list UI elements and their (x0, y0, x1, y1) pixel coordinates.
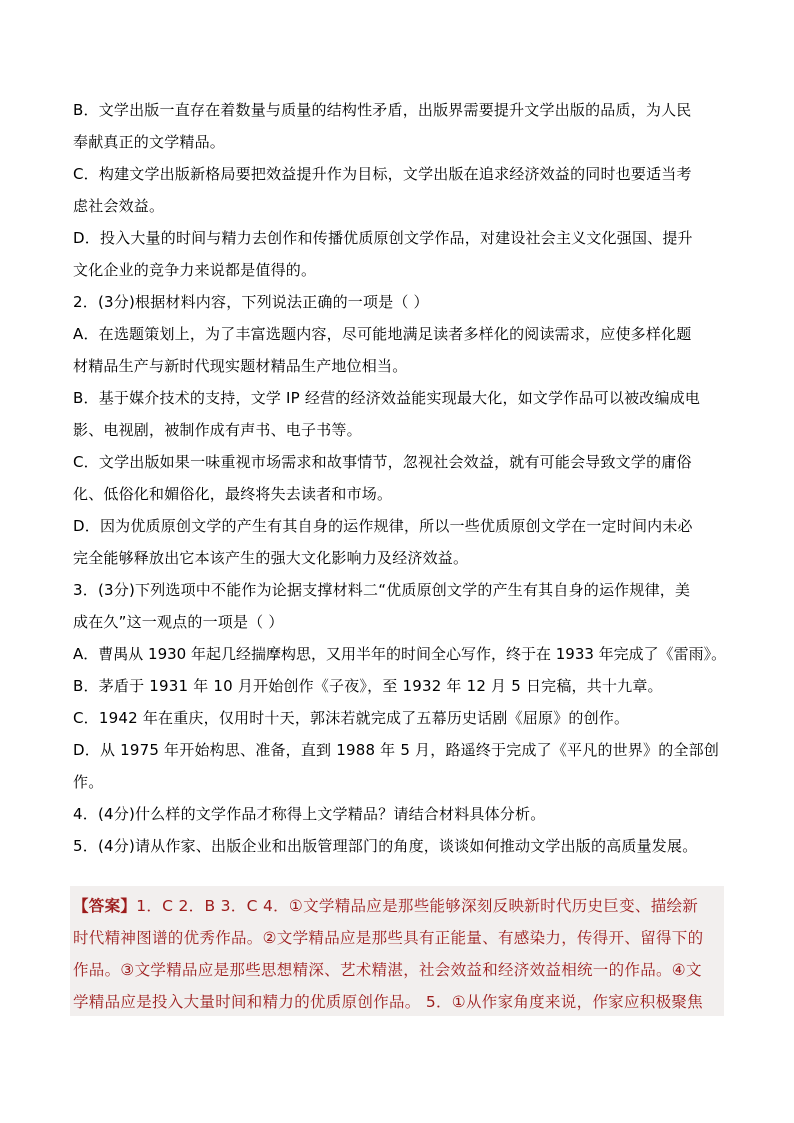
question2-option-a-line2: 材精品生产与新时代现实题材精品生产地位相当。 (73, 357, 408, 375)
question1-option-b-line1: B．文学出版一直存在着数量与质量的结构性矛盾，出版界需要提升文学出版的品质，为人民 (73, 101, 692, 119)
question2-option-b-line2: 影、电视剧，被制作成有声书、电子书等。 (73, 421, 362, 439)
question2-option-c-line1: C．文学出版如果一味重视市场需求和故事情节，忽视社会效益，就有可能会导致文学的庸俗 (73, 453, 692, 471)
answer-line2: 时代精神图谱的优秀作品。②文学精品应是那些具有正能量、有感染力，传得开、留得下的 (73, 929, 704, 947)
answer-line1 (73, 894, 698, 918)
question1-option-b-line2: 奉献真正的文学精品。 (73, 133, 226, 151)
question3-option-a: A．曹禺从 1930 年起几经揣摩构思，又用半年的时间全心写作，终于在 1933 年完成了《雷雨》。 (73, 645, 727, 663)
question2-option-d-line2: 完全能够释放出它本该产生的强大文化影响力及经济效益。 (73, 549, 469, 567)
question5-stem: 5．(4分)请从作家、出版企业和出版管理部门的角度，谈谈如何推动文学出版的高质量发展。 (73, 837, 698, 855)
question3-option-c: C．1942 年在重庆，仅用时十天，郭沫若就完成了五幕历史话剧《屈原》的创作。 (73, 709, 630, 727)
answer-line4: 学精品应是投入大量时间和精力的优质原创作品。 5．①从作家角度来说，作家应积极聚焦 (73, 993, 703, 1011)
answer-line3: 作品。③文学精品应是那些思想精深、艺术精湛，社会效益和经济效益相统一的作品。④文 (73, 961, 702, 979)
answer-box (70, 886, 724, 1016)
question1-option-d-line1: D．投入大量的时间与精力去创作和传播优质原创文学作品，对建设社会主义文化强国、提升 (73, 229, 693, 247)
question2-option-c-line2: 化、低俗化和媚俗化，最终将失去读者和市场。 (73, 485, 393, 503)
question1-option-d-line2: 文化企业的竞争力来说都是值得的。 (73, 261, 317, 279)
question3-option-b: B．茅盾于 1931 年 10 月开始创作《子夜》，至 1932 年 12 月 5 日完稿，共十九章。 (73, 677, 663, 695)
question2-option-d-line1: D．因为优质原创文学的产生有其自身的运作规律，所以一些优质原创文学在一定时间内未必 (73, 517, 693, 535)
question3-option-d-line1: D．从 1975 年开始构思、准备，直到 1988 年 5 月，路遥终于完成了《平凡的世界》的全部创 (73, 741, 720, 759)
question2-option-b-line1: B．基于媒介技术的支持，文学 IP 经营的经济效益能实现最大化，如文学作品可以被改编成电 (73, 389, 701, 407)
question3-option-d-line2: 作。 (73, 773, 104, 791)
question2-option-a-line1: A．在选题策划上，为了丰富选题内容，尽可能地满足读者多样化的阅读需求，应使多样化题 (73, 325, 692, 343)
answer-line1-text: 1．C 2．B 3．C 4．①文学精品应是那些能够深刻反映新时代历史巨变、描绘新 (136, 897, 699, 915)
question1-option-c-line2: 虑社会效益。 (73, 197, 165, 215)
answer-tag: 【答案】 (73, 897, 137, 915)
question4-stem: 4．(4分)什么样的文学作品才称得上文学精品？请结合材料具体分析。 (73, 805, 546, 823)
question3-stem-line2: 成在久”这一观点的一项是（ ） (73, 613, 284, 631)
question3-stem-line1: 3．(3分)下列选项中不能作为论据支撑材料二“优质原创文学的产生有其自身的运作规律，美 (73, 581, 691, 599)
question2-stem: 2．(3分)根据材料内容，下列说法正确的一项是（ ） (73, 293, 429, 311)
question1-option-c-line1: C．构建文学出版新格局要把效益提升作为目标，文学出版在追求经济效益的同时也要适当考 (73, 165, 692, 183)
